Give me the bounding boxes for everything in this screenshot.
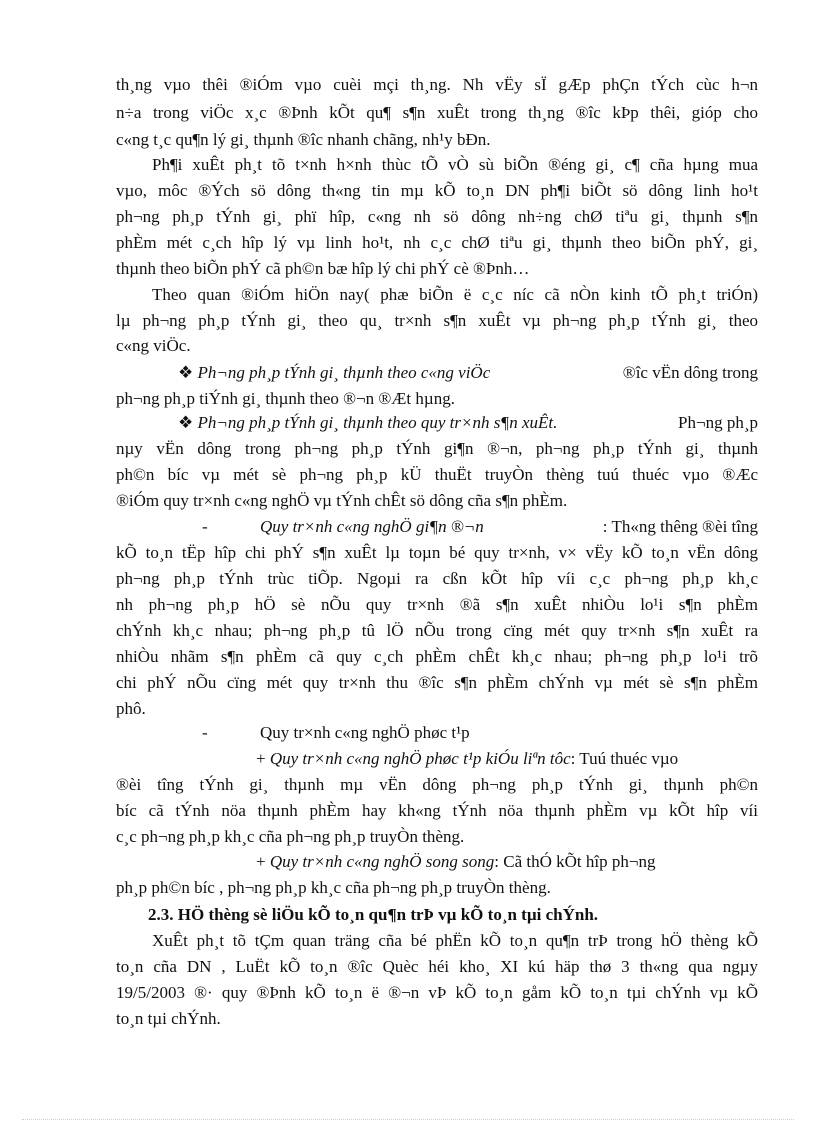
dash-tail: : Th«ng thêng ®èi tîng <box>602 517 758 536</box>
text-line: 19/5/2003 ®· quy ®Þnh kÕ to¸n ë ®¬n vÞ kÕ to¸n gåm kÕ to¸n tµi chÝnh vµ kÕ <box>116 983 758 1002</box>
text-line: kÕ to¸n tËp hîp chi phÝ s¶n xuÊt lµ toµn bé quy tr×nh, v× vËy kÕ to¸n vËn dông <box>116 543 758 562</box>
diamond-bullet-icon: ❖ Ph¬ng ph¸p tÝnh gi¸ thµnh theo c«ng viÖc <box>178 363 491 382</box>
text-line: n÷a trong viÖc x¸c ®Þnh kÕt qu¶ s¶n xuÊt trong th¸ng ®îc kÞp thêi, gióp cho <box>116 103 758 122</box>
text-line: phô. <box>116 699 146 718</box>
dash-line <box>202 720 758 746</box>
plus-heading: Quy tr×nh c«ng nghÖ song song <box>269 852 495 871</box>
plus-line <box>256 746 758 772</box>
text-line: phÈm mét c¸ch hîp lý vµ linh ho¹t, nh c¸c chØ tiªu gi¸ thµnh theo biÕn phÝ, gi¸ <box>116 233 758 252</box>
text-line: ph©n bíc vµ mét sè ph¬ng ph¸p kÜ thuËt truyÒn thèng tuú thuéc vµo ®Æc <box>116 465 758 484</box>
text-line: c¸c ph¬ng ph¸p kh¸c cña ph¬ng ph¸p truyÒn thèng. <box>116 827 465 846</box>
bullet-tail: ®îc vËn dông trong <box>618 363 758 382</box>
bullet-line <box>178 360 758 386</box>
dash-marker: - <box>202 723 208 742</box>
plus-line <box>256 849 758 875</box>
bullet-heading: Ph¬ng ph¸p tÝnh gi¸ thµnh theo c«ng viÖc <box>197 363 491 382</box>
plus-tail: : Cã thÓ kÕt hîp ph¬ng <box>494 852 656 871</box>
dash-marker: - <box>202 517 208 536</box>
text-line: chÝnh kh¸c nhau; ph¬ng ph¸p tû lÖ nÕu trong cïng mét quy tr×nh s¶n xuÊt ra <box>116 621 758 640</box>
text-line: c«ng t¸c qu¶n lý gi¸ thµnh ®îc nhanh chãng, nh¹y bÐn. <box>116 130 491 149</box>
footer-dotted-rule <box>22 1119 794 1120</box>
text-line: nh ph¬ng ph¸p hÖ sè nÕu quy tr×nh ®ã s¶n xuÊt nhiÒu lo¹i s¶n phÈm <box>116 595 758 614</box>
text-line: bíc cã tÝnh nöa thµnh phÈm hay kh«ng tÝnh nöa thµnh phÈm vµ kÕt hîp víi <box>116 801 758 820</box>
text-line: nhiÒu nhãm s¶n phÈm cã quy c¸ch phÈm chÊt kh¸c nhau; ph¬ng ph¸p lo¹i trõ <box>116 647 758 666</box>
text-line: lµ ph¬ng ph¸p tÝnh gi¸ theo qu¸ tr×nh s¶n xuÊt vµ ph¬ng ph¸p tÝnh gi¸ theo <box>116 311 758 330</box>
bullet-heading: Ph¬ng ph¸p tÝnh gi¸ thµnh theo quy tr×nh s¶n xuÊt. <box>197 413 558 432</box>
text-line: vµo, môc ®Ých sö dông th«ng tin mµ kÕ to¸n DN ph¶i biÕt sö dông linh ho¹t <box>116 181 758 200</box>
diamond-bullet-icon: ❖ Ph¬ng ph¸p tÝnh gi¸ thµnh theo quy tr×nh s¶n xuÊt. <box>178 413 558 432</box>
plus-tail: : Tuú thuéc vµo <box>570 749 679 768</box>
text-line: c«ng viÖc. <box>116 336 191 355</box>
text-line: XuÊt ph¸t tõ tÇm quan träng cña bé phËn kÕ to¸n qu¶n trÞ trong hÖ thèng kÕ <box>152 931 758 950</box>
text-line: to¸n tµi chÝnh. <box>116 1009 221 1028</box>
bullet-tail: Ph¬ng ph¸p <box>673 413 758 432</box>
text-line: ph¬ng ph¸p tÝnh gi¸ phï hîp, c«ng nh sö dông nh÷ng chØ tiªu gi¸ thµnh s¶n <box>116 207 758 226</box>
text-line: ph¬ng ph¸p tiÝnh gi¸ thµnh theo ®¬n ®Æt hµng. <box>116 389 455 408</box>
plus-heading: Quy tr×nh c«ng nghÖ phøc t¹p kiÓu liªn tôc <box>269 749 571 768</box>
dash-heading: Quy tr×nh c«ng nghÖ phøc t¹p <box>260 723 470 742</box>
text-line: ®èi tîng tÝnh gi¸ thµnh mµ vËn dông ph¬ng ph¸p tÝnh gi¸ thµnh ph©n <box>116 775 758 794</box>
text-line: ph¬ng ph¸p tÝnh trùc tiÕp. Ngoµi ra cßn kÕt hîp víi c¸c ph¬ng ph¸p kh¸c <box>116 569 758 588</box>
bullet-line <box>178 410 758 436</box>
plus-marker: + <box>256 749 270 768</box>
text-line: Ph¶i xuÊt ph¸t tõ t×nh h×nh thùc tÕ vÒ sù biÕn ®éng gi¸ c¶ cña hµng mua <box>152 155 758 174</box>
text-line: to¸n cña DN , LuËt kÕ to¸n ®îc Quèc héi kho¸ XI kú häp thø 3 th«ng qua ngµy <box>116 957 758 976</box>
text-line: ph¸p ph©n bíc , ph¬ng ph¸p kh¸c cña ph¬ng ph¸p truyÒn thèng. <box>116 878 551 897</box>
section-heading: 2.3. HÖ thèng sè liÖu kÕ to¸n qu¶n trÞ vµ kÕ to¸n tµi chÝnh. <box>148 905 599 924</box>
plus-marker: + <box>256 852 270 871</box>
dash-line <box>202 514 758 540</box>
dash-heading: Quy tr×nh c«ng nghÖ gi¶n ®¬n <box>260 517 484 536</box>
text-line: chi phÝ nÕu cïng mét quy tr×nh thu ®îc s¶n phÈm chÝnh vµ mét sè s¶n phÈm <box>116 673 758 692</box>
text-line: th¸ng vµo thêi ®iÓm vµo cuèi mçi th¸ng. Nh vËy sÏ gÆp phÇn tÝch cùc h¬n <box>116 75 758 94</box>
text-line: thµnh theo biÕn phÝ cã ph©n bæ hîp lý chi phÝ cè ®Þnh… <box>116 259 530 278</box>
text-line: nµy vËn dông trong ph¬ng ph¸p tÝnh gi¶n ®¬n, ph¬ng ph¸p tÝnh gi¸ thµnh <box>116 439 758 458</box>
text-line: Theo quan ®iÓm hiÖn nay( phæ biÕn ë c¸c níc cã nÒn kinh tÕ ph¸t triÓn) <box>152 285 758 304</box>
text-line: ®iÓm quy tr×nh c«ng nghÖ vµ tÝnh chÊt sö dông cña s¶n phÈm. <box>116 491 568 510</box>
